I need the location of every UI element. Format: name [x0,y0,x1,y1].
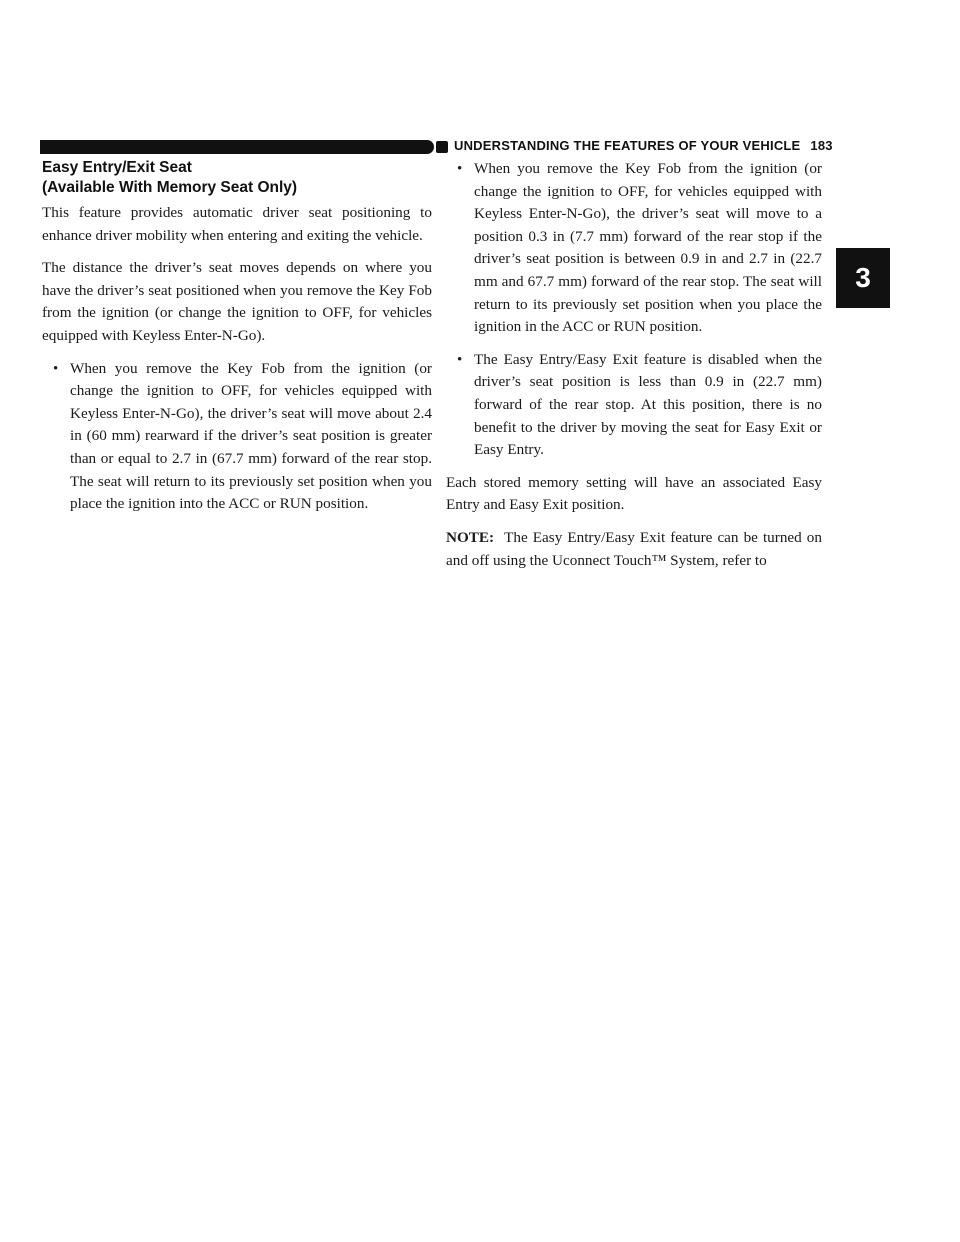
note-paragraph [446,527,822,572]
running-header [454,138,833,153]
bullet-item-disabled [446,349,822,462]
note-text: The Easy Entry/Easy Exit feature can be turned on and off using the Uconnect Touch™ System, refer to [446,528,822,569]
bullet-glyph: • [53,360,59,377]
bullet-glyph: • [457,351,463,368]
bullet-text: When you remove the Key Fob from the ignition (or change the ignition to OFF, for vehicles equipped with Keyless Enter-N-Go), the driver’s seat will move about 2.4 in (60 mm) rearward if the driver’s seat position is greater than or equal to 2.7 in (67.7 mm) forward of the rear stop. The seat will return to its previously set position when you place the ignition into the ACC or RUN position. [70,359,432,513]
memory-setting-paragraph: Each stored memory setting will have an associated Easy Entry and Easy Exit position. [446,473,822,514]
bullet-item-rearward [42,358,432,516]
bullet-text: The Easy Entry/Easy Exit feature is disabled when the driver’s seat position is less than 0.9 in (22.7 mm) forward of the rear stop. At this position, there is no benefit to the driver by moving the seat for Easy Exit or Easy Entry. [474,350,822,459]
left-column [42,158,432,526]
section-heading [42,158,432,198]
header-bar [40,140,434,154]
bullet-text: When you remove the Key Fob from the ignition (or change the ignition to OFF, for vehicles equipped with Keyless Enter-N-Go), the driver’s seat will move to a position 0.3 in (7.7 mm) forward of the rear stop if the driver’s seat position is between 0.9 in and 2.7 in (22.7 mm and 67.7 mm) forward of the rear stop. The seat will return to its previously set position when you place the ignition in the ACC or RUN position. [474,160,822,336]
distance-paragraph: The distance the driver’s seat moves depends on where you have the driver’s seat positioned when you remove the Key Fob from the ignition (or change the ignition to OFF, for vehicles equipped with Keyless Enter-N-Go). [42,259,432,344]
bullet-item-forward [446,158,822,339]
page-number: 183 [810,138,833,153]
intro-paragraph: This feature provides automatic driver seat positioning to enhance driver mobility when entering and exiting the vehicle. [42,204,432,244]
header-square-marker [436,141,448,153]
section-heading-line1: Easy Entry/Exit Seat [42,159,192,176]
header-title: UNDERSTANDING THE FEATURES OF YOUR VEHICLE [454,138,801,153]
note-label: NOTE: [446,528,495,546]
bullet-glyph: • [457,161,463,177]
chapter-tab: 3 [836,248,890,308]
right-column [446,158,822,582]
section-heading-line2: (Available With Memory Seat Only) [42,179,298,196]
